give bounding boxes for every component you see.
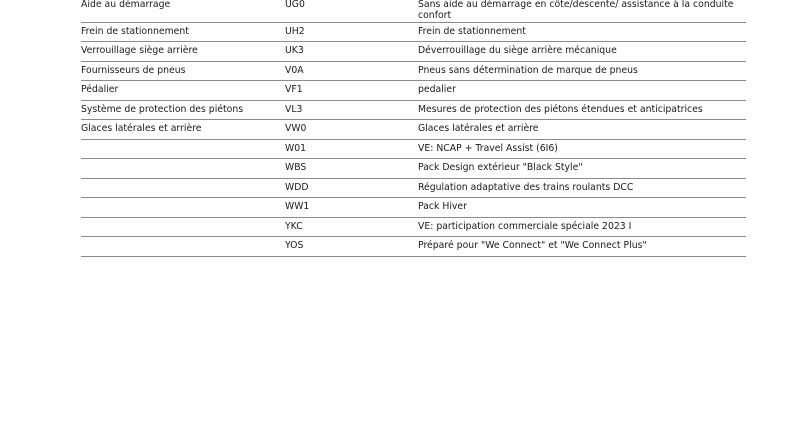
option-code: WBS (285, 159, 418, 179)
option-description: Préparé pour "We Connect" et "We Connect Plus" (418, 237, 746, 257)
option-description: Sans aide au démarrage en côte/descente/ assistance à la conduite confort (418, 0, 746, 22)
table-row (81, 237, 746, 257)
option-code: VF1 (285, 81, 418, 101)
option-label (81, 139, 285, 159)
option-label: Pédalier (81, 81, 285, 101)
option-code: UG0 (285, 0, 418, 22)
option-description: pedalier (418, 81, 746, 101)
option-label (81, 217, 285, 237)
option-description: Mesures de protection des piétons étendues et anticipatrices (418, 100, 746, 120)
table-row (81, 61, 746, 81)
option-code: YOS (285, 237, 418, 257)
vehicle-options-table (81, 0, 746, 257)
table-row (81, 100, 746, 120)
option-description: Pack Hiver (418, 198, 746, 218)
option-label: Système de protection des piétons (81, 100, 285, 120)
table-row (81, 42, 746, 62)
option-label: Fournisseurs de pneus (81, 61, 285, 81)
option-label: Verrouillage siège arrière (81, 42, 285, 62)
table-row (81, 120, 746, 140)
table-row (81, 198, 746, 218)
table-row (81, 217, 746, 237)
option-code: V0A (285, 61, 418, 81)
option-description: VE: participation commerciale spéciale 2023 I (418, 217, 746, 237)
table-row (81, 0, 746, 22)
option-code: YKC (285, 217, 418, 237)
table-row (81, 178, 746, 198)
option-code: UH2 (285, 22, 418, 42)
option-label (81, 198, 285, 218)
option-description: Glaces latérales et arrière (418, 120, 746, 140)
option-label: Aide au démarrage (81, 0, 285, 22)
option-label (81, 237, 285, 257)
option-code: WDD (285, 178, 418, 198)
option-description: Déverrouillage du siège arrière mécanique (418, 42, 746, 62)
option-label: Glaces latérales et arrière (81, 120, 285, 140)
table-row (81, 139, 746, 159)
table-row (81, 81, 746, 101)
option-code: W01 (285, 139, 418, 159)
option-description: Pack Design extérieur "Black Style" (418, 159, 746, 179)
option-label (81, 178, 285, 198)
option-description: Pneus sans détermination de marque de pneus (418, 61, 746, 81)
table-row (81, 22, 746, 42)
option-label: Frein de stationnement (81, 22, 285, 42)
option-code: VL3 (285, 100, 418, 120)
option-description: Frein de stationnement (418, 22, 746, 42)
option-label (81, 159, 285, 179)
option-code: UK3 (285, 42, 418, 62)
table-row (81, 159, 746, 179)
option-description: Régulation adaptative des trains roulants DCC (418, 178, 746, 198)
option-description: VE: NCAP + Travel Assist (6I6) (418, 139, 746, 159)
option-code: VW0 (285, 120, 418, 140)
option-code: WW1 (285, 198, 418, 218)
